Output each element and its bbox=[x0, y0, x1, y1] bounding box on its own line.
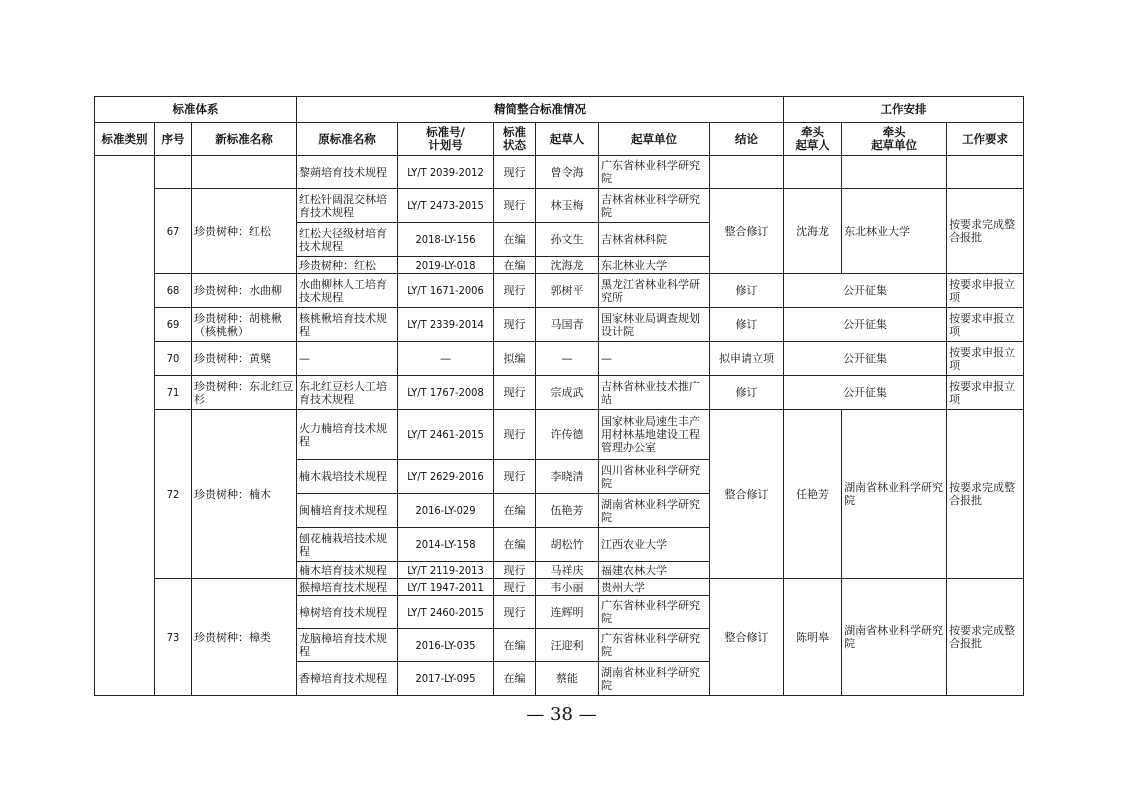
drafter-cell: 马国青 bbox=[536, 308, 599, 342]
header-status: 标准 状态 bbox=[494, 123, 536, 156]
requirement-cell: 按要求申报立项 bbox=[947, 342, 1024, 376]
std-no-cell: 2019-LY-018 bbox=[398, 257, 494, 274]
table-row bbox=[95, 189, 1024, 223]
seq-cell: 71 bbox=[155, 376, 192, 410]
drafter-unit-cell: 吉林省林科院 bbox=[599, 223, 710, 257]
category-cell bbox=[95, 156, 155, 696]
drafter-unit-cell: 四川省林业科学研究院 bbox=[599, 460, 710, 494]
requirement-cell: 按要求完成整合报批 bbox=[947, 189, 1024, 274]
new-name-cell bbox=[192, 156, 297, 189]
header-new-name: 新标准名称 bbox=[192, 123, 297, 156]
conclusion-cell: 整合修订 bbox=[710, 579, 784, 696]
status-cell: 在编 bbox=[494, 528, 536, 562]
header-column-row bbox=[95, 123, 1024, 156]
drafter-unit-cell: 广东省林业科学研究院 bbox=[599, 596, 710, 629]
lead-unit-cell: 湖南省林业科学研究院 bbox=[842, 579, 947, 696]
orig-name-cell: 红松针阔混交林培育技术规程 bbox=[297, 189, 398, 223]
table-row bbox=[95, 156, 1024, 189]
status-cell: 在编 bbox=[494, 494, 536, 528]
arrangement-cell: 公开征集 bbox=[784, 274, 947, 308]
requirement-cell: 按要求申报立项 bbox=[947, 376, 1024, 410]
table-row bbox=[95, 376, 1024, 410]
std-no-cell: 2016-LY-029 bbox=[398, 494, 494, 528]
header-seq: 序号 bbox=[155, 123, 192, 156]
std-no-cell: 2016-LY-035 bbox=[398, 629, 494, 662]
std-no-cell: — bbox=[398, 342, 494, 376]
seq-cell: 69 bbox=[155, 308, 192, 342]
drafter-cell: 林玉梅 bbox=[536, 189, 599, 223]
orig-name-cell: 黎蒴培育技术规程 bbox=[297, 156, 398, 189]
header-requirement: 工作要求 bbox=[947, 123, 1024, 156]
seq-cell: 70 bbox=[155, 342, 192, 376]
orig-name-cell: 猴樟培育技术规程 bbox=[297, 579, 398, 596]
table-row bbox=[95, 579, 1024, 596]
drafter-unit-cell: 江西农业大学 bbox=[599, 528, 710, 562]
std-no-cell: LY/T 1947-2011 bbox=[398, 579, 494, 596]
lead-unit-cell: 湖南省林业科学研究院 bbox=[842, 410, 947, 579]
orig-name-cell: 樟树培育技术规程 bbox=[297, 596, 398, 629]
header-drafter-unit: 起草单位 bbox=[599, 123, 710, 156]
conclusion-cell: 整合修订 bbox=[710, 189, 784, 274]
header-drafter: 起草人 bbox=[536, 123, 599, 156]
requirement-cell: 按要求申报立项 bbox=[947, 274, 1024, 308]
std-no-cell: LY/T 2460-2015 bbox=[398, 596, 494, 629]
std-no-cell: 2018-LY-156 bbox=[398, 223, 494, 257]
orig-name-cell: 珍贵树种：红松 bbox=[297, 257, 398, 274]
conclusion-cell bbox=[710, 156, 784, 189]
status-cell: 现行 bbox=[494, 562, 536, 579]
status-cell: 现行 bbox=[494, 579, 536, 596]
lead-cell: 沈海龙 bbox=[784, 189, 842, 274]
status-cell: 拟编 bbox=[494, 342, 536, 376]
orig-name-cell: 水曲柳林人工培育技术规程 bbox=[297, 274, 398, 308]
drafter-cell: 蔡能 bbox=[536, 662, 599, 696]
drafter-cell: 许传德 bbox=[536, 410, 599, 460]
new-name-cell: 珍贵树种：楠木 bbox=[192, 410, 297, 579]
drafter-cell: 孙文生 bbox=[536, 223, 599, 257]
header-conclusion: 结论 bbox=[710, 123, 784, 156]
drafter-cell: 李晓清 bbox=[536, 460, 599, 494]
header-lead: 牵头 起草人 bbox=[784, 123, 842, 156]
new-name-cell: 珍贵树种：樟类 bbox=[192, 579, 297, 696]
orig-name-cell: 楠木栽培技术规程 bbox=[297, 460, 398, 494]
arrangement-cell: 公开征集 bbox=[784, 308, 947, 342]
requirement-cell bbox=[947, 156, 1024, 189]
orig-name-cell: 龙脑樟培育技术规程 bbox=[297, 629, 398, 662]
orig-name-cell: 楠木培育技术规程 bbox=[297, 562, 398, 579]
requirement-cell: 按要求申报立项 bbox=[947, 308, 1024, 342]
lead-cell: 任艳芳 bbox=[784, 410, 842, 579]
drafter-cell: 沈海龙 bbox=[536, 257, 599, 274]
drafter-unit-cell: 东北林业大学 bbox=[599, 257, 710, 274]
orig-name-cell: 核桃楸培育技术规程 bbox=[297, 308, 398, 342]
std-no-cell: LY/T 2039-2012 bbox=[398, 156, 494, 189]
std-no-cell: LY/T 2339-2014 bbox=[398, 308, 494, 342]
requirement-cell: 按要求完成整合报批 bbox=[947, 410, 1024, 579]
header-std-no: 标准号/ 计划号 bbox=[398, 123, 494, 156]
orig-name-cell: 闽楠培育技术规程 bbox=[297, 494, 398, 528]
std-no-cell: LY/T 2629-2016 bbox=[398, 460, 494, 494]
table-row bbox=[95, 308, 1024, 342]
orig-name-cell: 火力楠培育技术规程 bbox=[297, 410, 398, 460]
conclusion-cell: 拟申请立项 bbox=[710, 342, 784, 376]
conclusion-cell: 修订 bbox=[710, 308, 784, 342]
header-orig-name: 原标准名称 bbox=[297, 123, 398, 156]
drafter-unit-cell: 国家林业局调查规划设计院 bbox=[599, 308, 710, 342]
status-cell: 现行 bbox=[494, 274, 536, 308]
drafter-unit-cell: 贵州大学 bbox=[599, 579, 710, 596]
status-cell: 在编 bbox=[494, 662, 536, 696]
seq-cell bbox=[155, 156, 192, 189]
drafter-unit-cell: 黑龙江省林业科学研究所 bbox=[599, 274, 710, 308]
conclusion-cell: 整合修订 bbox=[710, 410, 784, 579]
status-cell: 现行 bbox=[494, 189, 536, 223]
header-lead-unit: 牵头 起草单位 bbox=[842, 123, 947, 156]
orig-name-cell: 红松大径级材培育技术规程 bbox=[297, 223, 398, 257]
status-cell: 在编 bbox=[494, 629, 536, 662]
arrangement-cell: 公开征集 bbox=[784, 342, 947, 376]
lead-cell bbox=[784, 156, 842, 189]
drafter-unit-cell: 吉林省林业技术推广站 bbox=[599, 376, 710, 410]
drafter-cell: 汪迎利 bbox=[536, 629, 599, 662]
table-row bbox=[95, 342, 1024, 376]
status-cell: 现行 bbox=[494, 308, 536, 342]
std-no-cell: 2017-LY-095 bbox=[398, 662, 494, 696]
std-no-cell: LY/T 2461-2015 bbox=[398, 410, 494, 460]
drafter-cell: 连辉明 bbox=[536, 596, 599, 629]
drafter-unit-cell: — bbox=[599, 342, 710, 376]
std-no-cell: LY/T 2473-2015 bbox=[398, 189, 494, 223]
drafter-unit-cell: 吉林省林业科学研究院 bbox=[599, 189, 710, 223]
drafter-cell: 伍艳芳 bbox=[536, 494, 599, 528]
orig-name-cell: 刨花楠栽培技术规程 bbox=[297, 528, 398, 562]
drafter-cell: 郭树平 bbox=[536, 274, 599, 308]
table-row bbox=[95, 410, 1024, 460]
lead-unit-cell bbox=[842, 156, 947, 189]
status-cell: 在编 bbox=[494, 257, 536, 274]
drafter-cell: 胡松竹 bbox=[536, 528, 599, 562]
header-group-system: 标准体系 bbox=[95, 97, 297, 123]
drafter-cell: 宗成武 bbox=[536, 376, 599, 410]
drafter-unit-cell: 湖南省林业科学研究院 bbox=[599, 494, 710, 528]
table-row bbox=[95, 274, 1024, 308]
orig-name-cell: 香樟培育技术规程 bbox=[297, 662, 398, 696]
header-group-situation: 精简整合标准情况 bbox=[297, 97, 784, 123]
status-cell: 在编 bbox=[494, 223, 536, 257]
requirement-cell: 按要求完成整合报批 bbox=[947, 579, 1024, 696]
status-cell: 现行 bbox=[494, 156, 536, 189]
std-no-cell: LY/T 1767-2008 bbox=[398, 376, 494, 410]
lead-cell: 陈明皋 bbox=[784, 579, 842, 696]
header-group-row bbox=[95, 97, 1024, 123]
lead-unit-cell: 东北林业大学 bbox=[842, 189, 947, 274]
drafter-cell: 曾令海 bbox=[536, 156, 599, 189]
drafter-unit-cell: 湖南省林业科学研究院 bbox=[599, 662, 710, 696]
orig-name-cell: 东北红豆杉人工培育技术规程 bbox=[297, 376, 398, 410]
conclusion-cell: 修订 bbox=[710, 274, 784, 308]
new-name-cell: 珍贵树种：东北红豆杉 bbox=[192, 376, 297, 410]
seq-cell: 73 bbox=[155, 579, 192, 696]
drafter-cell: 马祥庆 bbox=[536, 562, 599, 579]
status-cell: 现行 bbox=[494, 460, 536, 494]
drafter-cell: 韦小丽 bbox=[536, 579, 599, 596]
standards-table bbox=[94, 96, 1024, 696]
header-category: 标准类别 bbox=[95, 123, 155, 156]
std-no-cell: 2014-LY-158 bbox=[398, 528, 494, 562]
status-cell: 现行 bbox=[494, 376, 536, 410]
std-no-cell: LY/T 2119-2013 bbox=[398, 562, 494, 579]
page-number: — 38 — bbox=[526, 704, 597, 725]
drafter-unit-cell: 福建农林大学 bbox=[599, 562, 710, 579]
header-group-work: 工作安排 bbox=[784, 97, 1024, 123]
new-name-cell: 珍贵树种：胡桃楸（核桃楸） bbox=[192, 308, 297, 342]
drafter-unit-cell: 国家林业局速生丰产用材林基地建设工程管理办公室 bbox=[599, 410, 710, 460]
seq-cell: 67 bbox=[155, 189, 192, 274]
arrangement-cell: 公开征集 bbox=[784, 376, 947, 410]
drafter-unit-cell: 广东省林业科学研究院 bbox=[599, 156, 710, 189]
seq-cell: 72 bbox=[155, 410, 192, 579]
new-name-cell: 珍贵树种：黄檗 bbox=[192, 342, 297, 376]
orig-name-cell: — bbox=[297, 342, 398, 376]
drafter-cell: — bbox=[536, 342, 599, 376]
status-cell: 现行 bbox=[494, 410, 536, 460]
new-name-cell: 珍贵树种：水曲柳 bbox=[192, 274, 297, 308]
std-no-cell: LY/T 1671-2006 bbox=[398, 274, 494, 308]
status-cell: 现行 bbox=[494, 596, 536, 629]
new-name-cell: 珍贵树种：红松 bbox=[192, 189, 297, 274]
conclusion-cell: 修订 bbox=[710, 376, 784, 410]
seq-cell: 68 bbox=[155, 274, 192, 308]
drafter-unit-cell: 广东省林业科学研究院 bbox=[599, 629, 710, 662]
